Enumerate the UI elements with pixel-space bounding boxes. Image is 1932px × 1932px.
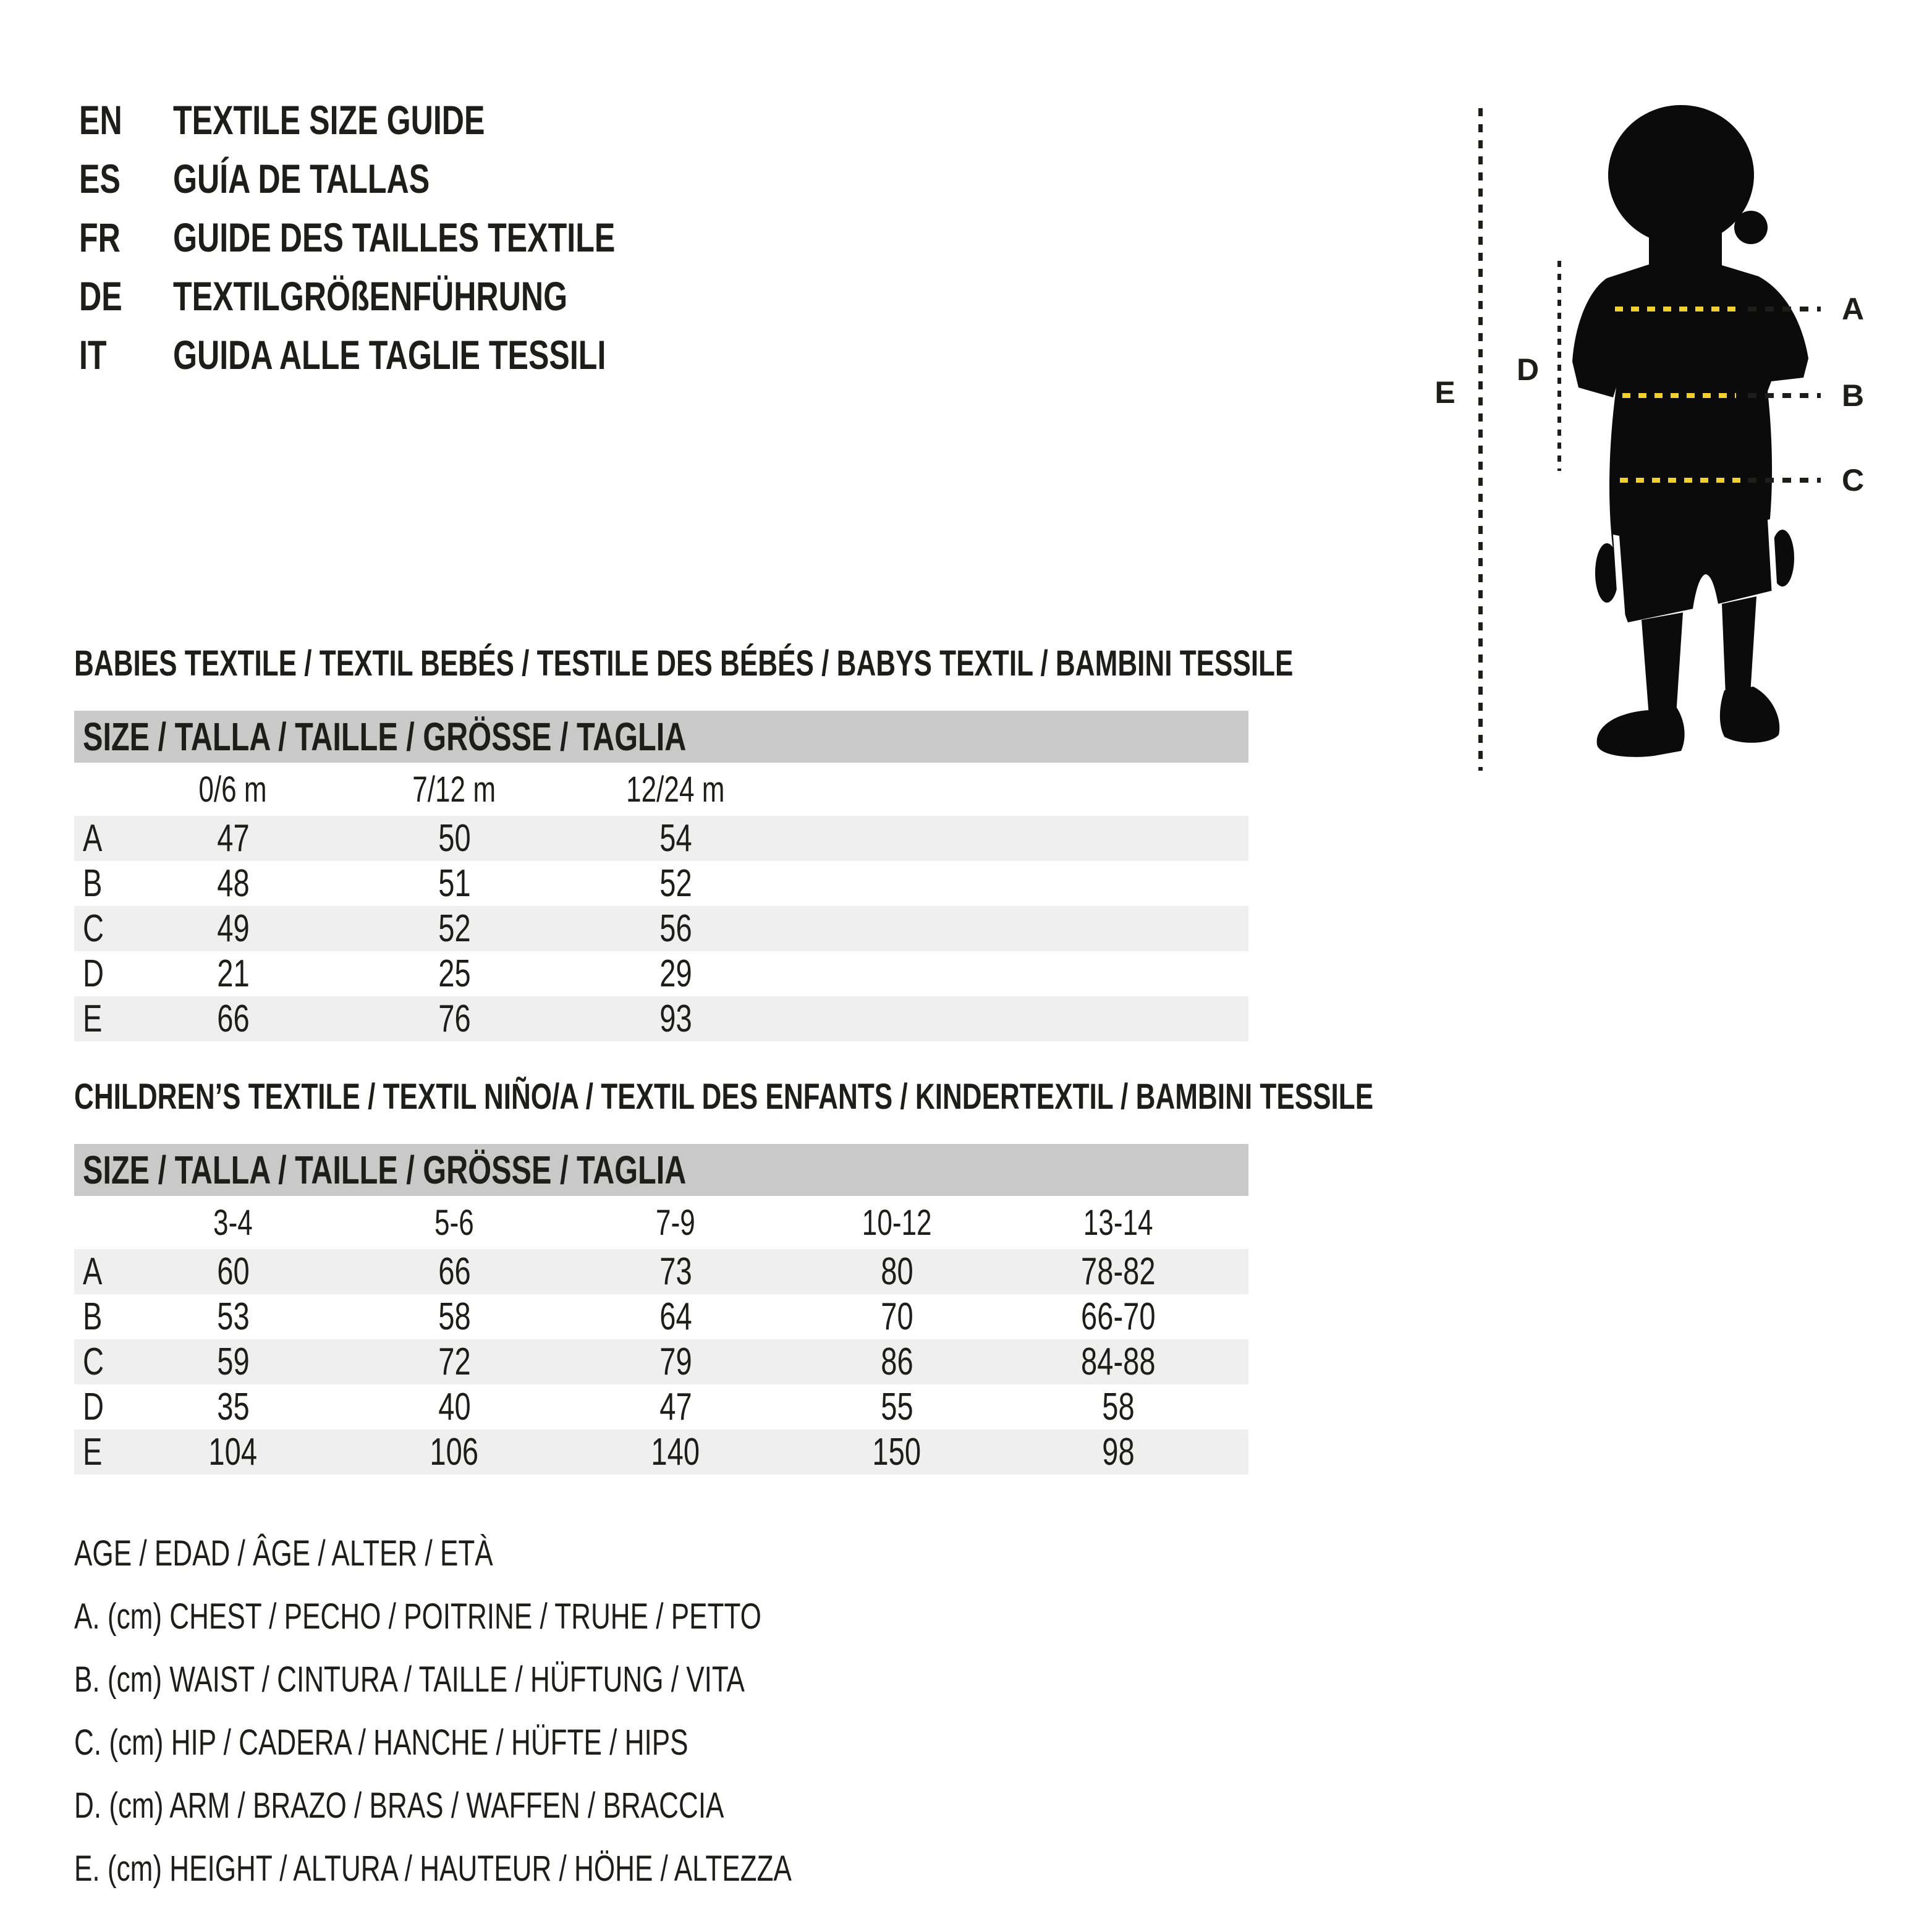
table-row-a: [74, 1249, 1248, 1294]
language-title-list: [79, 90, 755, 384]
size-value-cell: 58: [438, 1295, 471, 1338]
size-value-cell: 93: [659, 998, 692, 1040]
legend-age: AGE / EDAD / ÂGE / ALTER / ETÀ: [74, 1533, 493, 1574]
size-value-cell: 84-88: [1080, 1341, 1156, 1383]
language-code: EN: [79, 96, 122, 143]
language-code: FR: [79, 214, 121, 260]
size-value-cell: 104: [208, 1431, 258, 1473]
column-header: 13-14: [1083, 1202, 1153, 1243]
size-value-cell: 50: [438, 817, 471, 860]
size-row-label: A: [83, 1250, 103, 1293]
table-row-a: [74, 816, 1248, 861]
children-size-table-section: [74, 1077, 1374, 1475]
size-value-cell: 47: [659, 1386, 692, 1428]
table-row-e: [74, 1430, 1248, 1475]
table-row-c: [74, 1339, 1248, 1384]
babies-table-title: BABIES TEXTILE / TEXTIL BEBÉS / TESTILE DES BÉBÉS / BABYS TEXTIL / BAMBINI TESSILE: [74, 643, 1294, 684]
arm-measure-line-d: [1557, 261, 1561, 471]
table-row-b: [74, 861, 1248, 906]
size-row-label: E: [83, 998, 103, 1040]
table-row-d: [74, 951, 1248, 996]
size-value-cell: 29: [659, 952, 692, 995]
size-header-label: SIZE / TALLA / TAILLE / GRÖSSE / TAGLIA: [83, 714, 687, 759]
column-header: 7-9: [656, 1202, 695, 1243]
size-row-label: B: [83, 1295, 103, 1338]
size-value-cell: 40: [438, 1386, 471, 1428]
children-table-title: CHILDREN’S TEXTILE / TEXTIL NIÑO/A / TEXTIL DES ENFANTS / KINDERTEXTIL / BAMBINI TESSILE: [74, 1077, 1374, 1117]
language-row-es: [79, 149, 755, 208]
table-row-d: [74, 1384, 1248, 1430]
chest-line-yellow: [1615, 307, 1740, 311]
size-value-cell: 58: [1101, 1386, 1135, 1428]
babies-size-table-section: [74, 643, 1294, 1041]
size-value-cell: 106: [430, 1431, 479, 1473]
hip-line-yellow: [1620, 478, 1742, 483]
size-value-cell: 76: [438, 998, 471, 1040]
size-header-label: SIZE / TALLA / TAILLE / GRÖSSE / TAGLIA: [83, 1148, 687, 1192]
chest-line-black: [1748, 307, 1821, 311]
language-row-de: [79, 266, 755, 325]
waist-line-yellow: [1622, 393, 1736, 398]
size-value-cell: 73: [659, 1250, 692, 1293]
size-row-label: D: [83, 952, 104, 995]
size-value-cell: 66: [438, 1250, 471, 1293]
column-header: 7/12 m: [412, 769, 496, 810]
language-code: IT: [79, 331, 107, 378]
size-row-label: E: [83, 1431, 103, 1473]
size-value-cell: 150: [872, 1431, 922, 1473]
column-header: 12/24 m: [626, 769, 725, 810]
size-value-cell: 98: [1101, 1431, 1135, 1473]
size-value-cell: 48: [216, 862, 250, 905]
size-value-cell: 59: [216, 1341, 250, 1383]
legend-hip: C. (cm) HIP / CADERA / HANCHE / HÜFTE / HIPS: [74, 1722, 688, 1763]
column-header: 5-6: [434, 1202, 474, 1243]
size-value-cell: 35: [216, 1386, 250, 1428]
table-row-b: [74, 1294, 1248, 1339]
height-measure-line-e: [1478, 108, 1483, 771]
size-value-cell: 72: [438, 1341, 471, 1383]
children-column-header-row: [74, 1196, 1248, 1249]
guide-title-it: GUIDA ALLE TAGLIE TESSILI: [173, 331, 606, 378]
guide-title-de: TEXTILGRÖßENFÜHRUNG: [173, 273, 568, 319]
size-value-cell: 80: [880, 1250, 913, 1293]
size-value-cell: 49: [216, 907, 250, 950]
measure-label-c: C: [1841, 463, 1865, 498]
language-row-fr: [79, 208, 755, 266]
size-value-cell: 21: [216, 952, 250, 995]
size-value-cell: 52: [438, 907, 471, 950]
measure-label-d: D: [1516, 352, 1540, 387]
language-code: DE: [79, 273, 122, 319]
legend-waist: B. (cm) WAIST / CINTURA / TAILLE / HÜFTUNG / VITA: [74, 1659, 745, 1700]
size-value-cell: 70: [880, 1295, 913, 1338]
size-row-label: A: [83, 817, 103, 860]
size-value-cell: 52: [659, 862, 692, 905]
size-value-cell: 53: [216, 1295, 250, 1338]
size-value-cell: 54: [659, 817, 692, 860]
measure-label-e: E: [1434, 375, 1455, 410]
column-header: 0/6 m: [198, 769, 268, 810]
ear-bump: [1734, 211, 1768, 244]
measure-label-b: B: [1841, 378, 1865, 413]
legend-chest: A. (cm) CHEST / PECHO / POITRINE / TRUHE / PETTO: [74, 1596, 761, 1637]
guide-title-en: TEXTILE SIZE GUIDE: [173, 96, 485, 143]
size-value-cell: 47: [216, 817, 250, 860]
size-value-cell: 60: [216, 1250, 250, 1293]
babies-column-header-row: [74, 763, 1248, 816]
children-table-header-bar: [74, 1144, 1248, 1196]
legend-height: E. (cm) HEIGHT / ALTURA / HAUTEUR / HÖHE / ALTEZZA: [74, 1848, 792, 1889]
legend-arm: D. (cm) ARM / BRAZO / BRAS / WAFFEN / BRACCIA: [74, 1785, 724, 1826]
table-row-c: [74, 906, 1248, 951]
guide-title-fr: GUIDE DES TAILLES TEXTILE: [173, 214, 616, 260]
size-value-cell: 51: [438, 862, 471, 905]
guide-title-es: GUÍA DE TALLAS: [173, 155, 430, 201]
size-value-cell: 55: [880, 1386, 913, 1428]
column-header: 10-12: [862, 1202, 932, 1243]
language-row-it: [79, 325, 755, 384]
language-code: ES: [79, 155, 121, 201]
measure-label-a: A: [1841, 292, 1865, 326]
size-value-cell: 56: [659, 907, 692, 950]
size-row-label: C: [83, 1341, 104, 1383]
size-value-cell: 86: [880, 1341, 913, 1383]
size-value-cell: 64: [659, 1295, 692, 1338]
size-row-label: C: [83, 907, 104, 950]
size-value-cell: 66: [216, 998, 250, 1040]
waist-line-black: [1748, 393, 1821, 398]
hip-line-black: [1748, 478, 1821, 483]
language-row-en: [79, 90, 755, 149]
size-value-cell: 140: [651, 1431, 700, 1473]
size-value-cell: 78-82: [1080, 1250, 1156, 1293]
babies-table-header-bar: [74, 711, 1248, 763]
measurement-legend: [74, 1522, 1019, 1900]
child-silhouette: [1570, 102, 1817, 766]
size-row-label: B: [83, 862, 103, 905]
size-row-label: D: [83, 1386, 104, 1428]
size-value-cell: 79: [659, 1341, 692, 1383]
column-header: 3-4: [213, 1202, 253, 1243]
size-value-cell: 25: [438, 952, 471, 995]
table-row-e: [74, 996, 1248, 1041]
size-value-cell: 66-70: [1080, 1295, 1156, 1338]
